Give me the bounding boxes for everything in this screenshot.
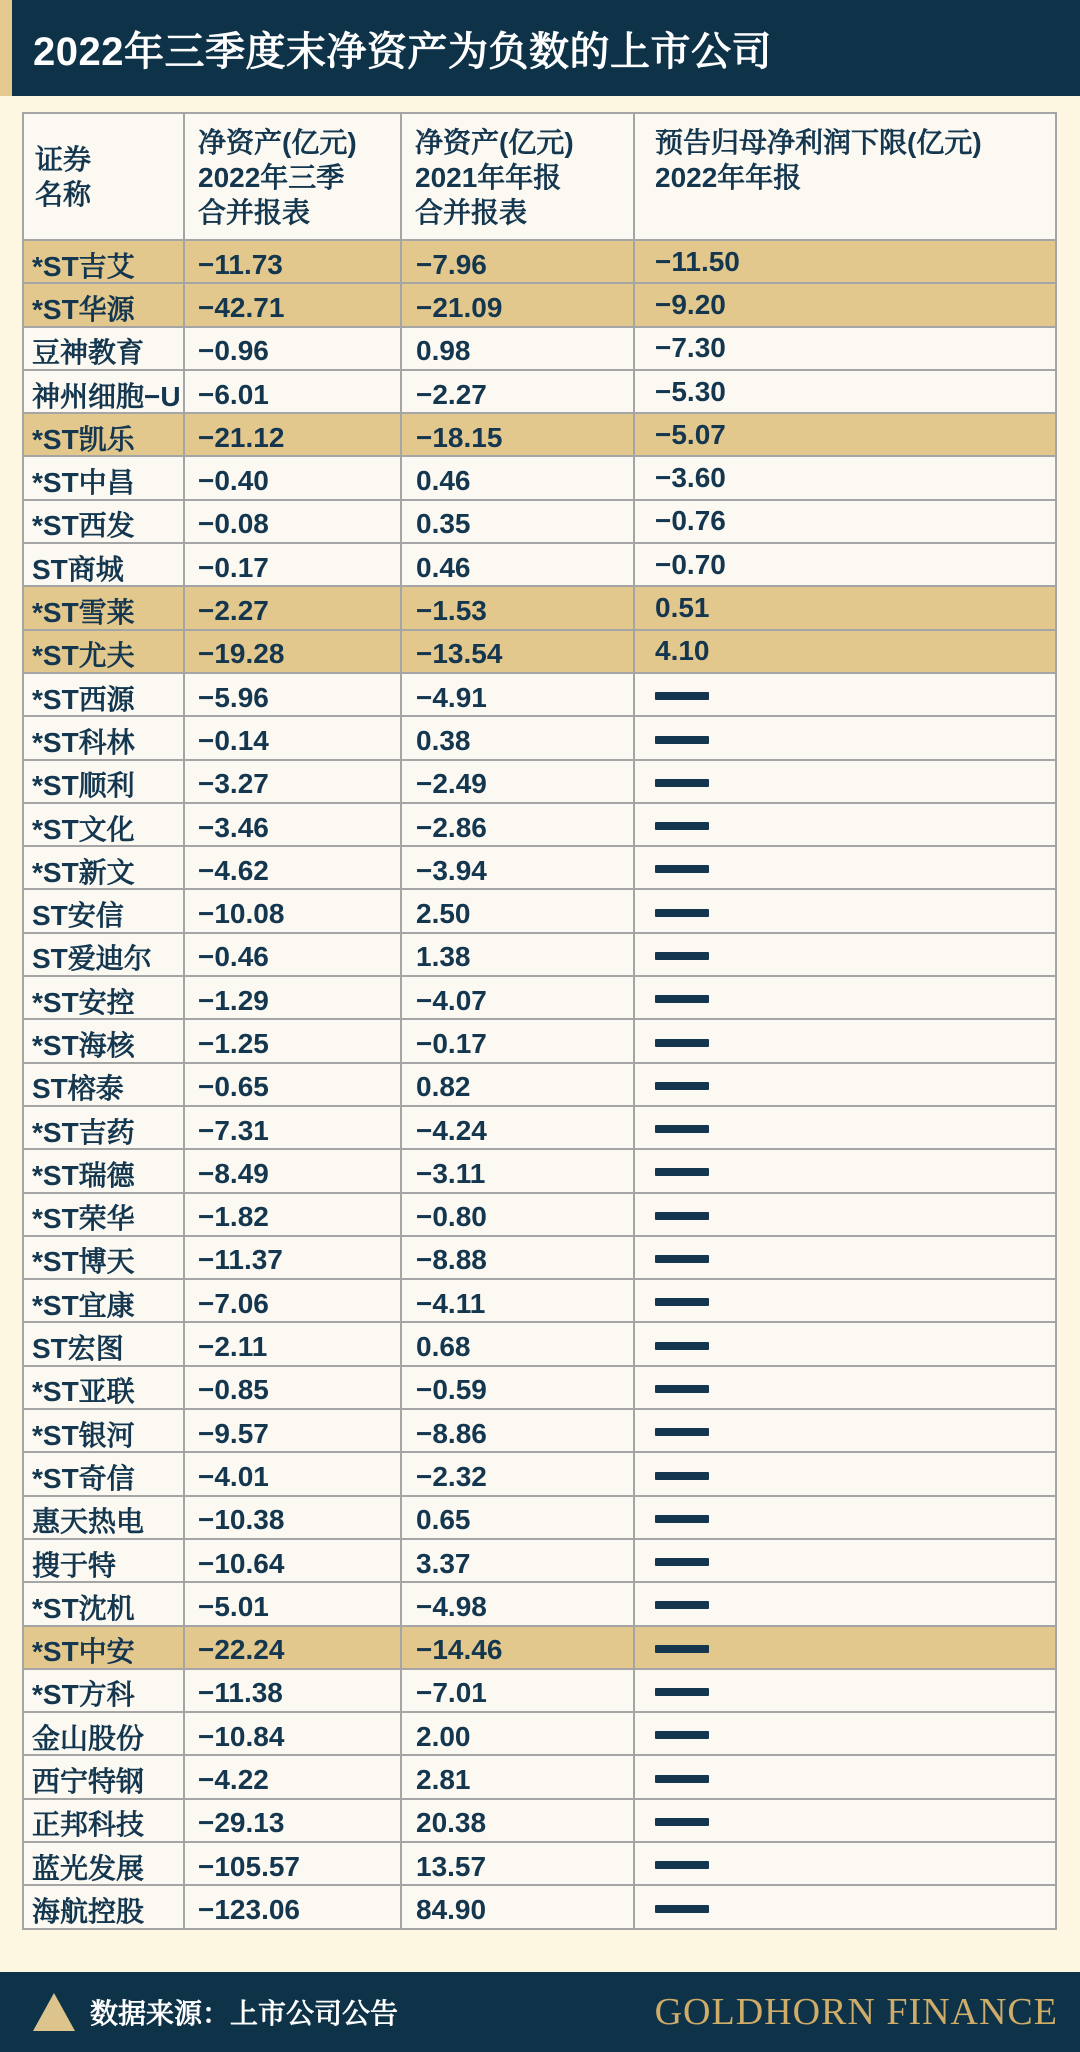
forecast-2022-value: 0.51: [655, 592, 710, 624]
net-assets-2021-value: 0.65: [416, 1504, 471, 1536]
no-data-dash: [655, 1298, 709, 1306]
table-row: [23, 630, 1056, 673]
no-data-dash: [655, 1082, 709, 1090]
net-assets-2022q3-value: −1.29: [198, 984, 269, 1016]
net-assets-2022q3-value: −9.57: [198, 1417, 269, 1449]
forecast-2022-value: [655, 1631, 709, 1662]
gold-accent-strip: [0, 0, 12, 96]
company-name: *ST荣华: [32, 1203, 135, 1235]
net-assets-2021-value: −2.27: [416, 378, 487, 410]
company-name: ST榕泰: [32, 1073, 124, 1105]
forecast-2022-value: 4.10: [655, 635, 710, 667]
no-data-dash: [655, 1472, 709, 1480]
table-row: [23, 1799, 1056, 1842]
net-assets-2022q3-value: −7.06: [198, 1287, 269, 1319]
table-row: [23, 716, 1056, 759]
no-data-dash: [655, 1125, 709, 1133]
forecast-2022-value: [655, 1848, 709, 1879]
company-name: ST爱迪尔: [32, 943, 152, 975]
net-assets-2021-value: −2.86: [416, 811, 487, 843]
net-assets-2022q3-value: −29.13: [198, 1807, 285, 1839]
column-header-security-name: 证券 名称: [23, 113, 184, 240]
company-name: *ST科林: [32, 726, 135, 758]
forecast-2022-value: [655, 765, 709, 796]
no-data-dash: [655, 1775, 709, 1783]
goldhorn-triangle-logo-icon: [33, 1993, 75, 2031]
company-name: *ST吉药: [32, 1116, 135, 1148]
company-name: 神州细胞−U: [32, 380, 181, 412]
no-data-dash: [655, 1255, 709, 1263]
net-assets-2021-value: −21.09: [416, 291, 503, 323]
no-data-dash: [655, 1428, 709, 1436]
net-assets-2022q3-value: −1.82: [198, 1201, 269, 1233]
company-name: *ST华源: [32, 293, 135, 325]
company-name: *ST雪莱: [32, 597, 135, 629]
net-assets-2021-value: 20.38: [416, 1807, 487, 1839]
company-name: *ST顺利: [32, 770, 135, 802]
net-assets-2022q3-value: −0.96: [198, 335, 269, 367]
forecast-2022-value: [655, 1761, 709, 1792]
forecast-2022-value: [655, 982, 709, 1013]
net-assets-2021-value: −0.59: [416, 1374, 487, 1406]
no-data-dash: [655, 822, 709, 830]
company-name: *ST文化: [32, 813, 135, 845]
table-row: [23, 1669, 1056, 1712]
table-body: [23, 240, 1056, 1929]
net-assets-2021-value: −18.15: [416, 421, 503, 453]
goldhorn-finance-brand: GOLDHORN FINANCE: [654, 1991, 1058, 2033]
no-data-dash: [655, 1818, 709, 1826]
net-assets-2021-value: 13.57: [416, 1850, 487, 1882]
table-row: [23, 760, 1056, 803]
net-assets-2021-value: 0.82: [416, 1071, 471, 1103]
forecast-2022-value: [655, 1674, 709, 1705]
net-assets-2022q3-value: −0.14: [198, 724, 269, 756]
no-data-dash: [655, 1039, 709, 1047]
company-name: *ST新文: [32, 856, 135, 888]
no-data-dash: [655, 909, 709, 917]
company-name: *ST中昌: [32, 467, 135, 499]
table-row: [23, 673, 1056, 716]
forecast-2022-value: −5.07: [655, 418, 726, 450]
net-assets-2022q3-value: −6.01: [198, 378, 269, 410]
company-name: ST商城: [32, 553, 124, 585]
net-assets-2022q3-value: −11.38: [198, 1677, 283, 1709]
table-row: [23, 1106, 1056, 1149]
forecast-2022-value: [655, 1415, 709, 1446]
net-assets-2022q3-value: −11.37: [198, 1244, 283, 1276]
table-row: [23, 1452, 1056, 1495]
forecast-2022-value: [655, 1328, 709, 1359]
table-row: [23, 803, 1056, 846]
table-row: [23, 586, 1056, 629]
column-header-forecast-2022: 预告归母净利润下限(亿元) 2022年年报: [634, 113, 1056, 240]
data-source-text: 数据来源：上市公司公告: [90, 1998, 399, 2029]
company-name: 蓝光发展: [32, 1852, 145, 1884]
no-data-dash: [655, 736, 709, 744]
net-assets-2021-value: −7.96: [416, 248, 487, 280]
net-assets-2021-value: −1.53: [416, 595, 487, 627]
table-row: [23, 1193, 1056, 1236]
net-assets-2021-value: 0.68: [416, 1331, 471, 1363]
no-data-dash: [655, 692, 709, 700]
net-assets-2022q3-value: −0.46: [198, 941, 269, 973]
net-assets-2021-value: −2.32: [416, 1460, 487, 1492]
net-assets-2022q3-value: −5.01: [198, 1590, 269, 1622]
table-row: [23, 543, 1056, 586]
net-assets-2021-value: −13.54: [416, 638, 503, 670]
net-assets-2022q3-value: −2.11: [198, 1331, 268, 1363]
net-assets-2021-value: −4.24: [416, 1114, 487, 1146]
net-assets-2022q3-value: −5.96: [198, 681, 269, 713]
table-row: [23, 1626, 1056, 1669]
company-name: *ST沈机: [32, 1592, 135, 1624]
net-assets-2022q3-value: −7.31: [198, 1114, 269, 1146]
company-name: *ST中安: [32, 1636, 135, 1668]
no-data-dash: [655, 1905, 709, 1913]
forecast-2022-value: [655, 1198, 709, 1229]
table-row: [23, 846, 1056, 889]
forecast-2022-value: [655, 1804, 709, 1835]
net-assets-2021-value: −3.94: [416, 854, 487, 886]
table-row: [23, 1366, 1056, 1409]
forecast-2022-value: −7.30: [655, 332, 726, 364]
company-name: *ST瑞德: [32, 1159, 135, 1191]
company-name: 豆神教育: [32, 337, 145, 369]
net-assets-2022q3-value: −22.24: [198, 1634, 285, 1666]
net-assets-2021-value: 0.46: [416, 465, 471, 497]
net-assets-2021-value: −4.07: [416, 984, 487, 1016]
company-name: *ST海核: [32, 1029, 135, 1061]
net-assets-2022q3-value: −123.06: [198, 1893, 300, 1925]
company-name: *ST宜康: [32, 1289, 135, 1321]
title-band: [12, 0, 1080, 96]
no-data-dash: [655, 952, 709, 960]
table-row: [23, 240, 1056, 283]
forecast-2022-value: [655, 679, 709, 710]
net-assets-2021-value: 2.81: [416, 1764, 471, 1796]
table-row: [23, 500, 1056, 543]
company-name: *ST尤夫: [32, 640, 135, 672]
net-assets-2022q3-value: −1.25: [198, 1027, 269, 1059]
no-data-dash: [655, 1601, 709, 1609]
table-row: [23, 1279, 1056, 1322]
no-data-dash: [655, 1645, 709, 1653]
forecast-2022-value: −0.76: [655, 505, 726, 537]
table-row: [23, 1496, 1056, 1539]
company-name: *ST方科: [32, 1679, 135, 1711]
table-row: [23, 1712, 1056, 1755]
footer-bar: [0, 1972, 1080, 2052]
no-data-dash: [655, 1558, 709, 1566]
no-data-dash: [655, 1212, 709, 1220]
forecast-2022-value: [655, 1458, 709, 1489]
forecast-2022-value: [655, 938, 709, 969]
net-assets-2021-value: −7.01: [416, 1677, 487, 1709]
table-row: [23, 976, 1056, 1019]
net-assets-2022q3-value: −2.27: [198, 595, 269, 627]
no-data-dash: [655, 1861, 709, 1869]
forecast-2022-value: [655, 1285, 709, 1316]
net-assets-2021-value: 0.35: [416, 508, 471, 540]
net-assets-2022q3-value: −0.40: [198, 465, 269, 497]
net-assets-2021-value: −0.17: [416, 1027, 487, 1059]
table-row: [23, 1322, 1056, 1365]
company-name: *ST安控: [32, 986, 135, 1018]
company-name: *ST凯乐: [32, 423, 135, 455]
net-assets-2022q3-value: −10.84: [198, 1720, 285, 1752]
net-assets-2022q3-value: −19.28: [198, 638, 285, 670]
net-assets-2021-value: 0.98: [416, 335, 471, 367]
company-name: *ST亚联: [32, 1376, 135, 1408]
table-row: [23, 1063, 1056, 1106]
table-row: [23, 456, 1056, 499]
forecast-2022-value: −9.20: [655, 288, 726, 320]
company-name: 金山股份: [32, 1722, 145, 1754]
net-assets-2021-value: 1.38: [416, 941, 471, 973]
company-name: *ST西源: [32, 683, 135, 715]
net-assets-2022q3-value: −10.08: [198, 898, 285, 930]
company-name: ST宏图: [32, 1333, 124, 1365]
net-assets-2021-value: 0.38: [416, 724, 471, 756]
table-row: [23, 933, 1056, 976]
net-assets-2021-value: −4.91: [416, 681, 487, 713]
company-name: 搜于特: [32, 1549, 117, 1581]
table-row: [23, 1019, 1056, 1062]
forecast-2022-value: [655, 809, 709, 840]
forecast-2022-value: [655, 1155, 709, 1186]
net-assets-2022q3-value: −4.01: [198, 1460, 269, 1492]
company-name: *ST西发: [32, 510, 135, 542]
forecast-2022-value: [655, 1501, 709, 1532]
net-assets-2022q3-value: −0.85: [198, 1374, 269, 1406]
forecast-2022-value: [655, 1025, 709, 1056]
no-data-dash: [655, 865, 709, 873]
company-name: 正邦科技: [32, 1809, 145, 1841]
forecast-2022-value: [655, 1068, 709, 1099]
net-assets-2021-value: −14.46: [416, 1634, 503, 1666]
forecast-2022-value: [655, 1112, 709, 1143]
net-assets-2022q3-value: −42.71: [198, 291, 285, 323]
table-row: [23, 1842, 1056, 1885]
forecast-2022-value: [655, 1718, 709, 1749]
net-assets-2021-value: −8.86: [416, 1417, 487, 1449]
forecast-2022-value: [655, 852, 709, 883]
forecast-2022-value: −5.30: [655, 375, 726, 407]
forecast-2022-value: [655, 1588, 709, 1619]
table-row: [23, 1149, 1056, 1192]
column-header-net-assets-2022q3: 净资产(亿元) 2022年三季 合并报表: [184, 113, 401, 240]
page-title: 2022年三季度末净资产为负数的上市公司: [33, 29, 772, 74]
net-assets-2022q3-value: −11.73: [198, 248, 283, 280]
net-assets-2021-value: 0.46: [416, 551, 471, 583]
forecast-2022-value: [655, 1371, 709, 1402]
table-header-row: [23, 113, 1056, 240]
table-row: [23, 889, 1056, 932]
table-row: [23, 413, 1056, 456]
no-data-dash: [655, 1385, 709, 1393]
net-assets-2022q3-value: −4.22: [198, 1764, 269, 1796]
company-name: *ST博天: [32, 1246, 135, 1278]
net-assets-2021-value: 3.37: [416, 1547, 471, 1579]
forecast-2022-value: [655, 1891, 709, 1922]
net-assets-2021-value: −2.49: [416, 768, 487, 800]
no-data-dash: [655, 779, 709, 787]
net-assets-2022q3-value: −8.49: [198, 1157, 269, 1189]
company-name: 西宁特钢: [32, 1766, 145, 1798]
net-assets-2021-value: −4.11: [416, 1287, 486, 1319]
net-assets-2022q3-value: −0.17: [198, 551, 269, 583]
net-assets-2022q3-value: −0.65: [198, 1071, 269, 1103]
net-assets-2022q3-value: −3.27: [198, 768, 269, 800]
forecast-2022-value: −3.60: [655, 462, 726, 494]
table-row: [23, 283, 1056, 326]
table-row: [23, 1236, 1056, 1279]
net-assets-2021-value: −3.11: [416, 1157, 486, 1189]
table-row: [23, 370, 1056, 413]
table-row: [23, 1755, 1056, 1798]
no-data-dash: [655, 1515, 709, 1523]
company-name: *ST奇信: [32, 1462, 135, 1494]
net-assets-2022q3-value: −3.46: [198, 811, 269, 843]
forecast-2022-value: −0.70: [655, 548, 726, 580]
table-row: [23, 327, 1056, 370]
company-name: 惠天热电: [32, 1506, 145, 1538]
net-assets-2021-value: −4.98: [416, 1590, 487, 1622]
forecast-2022-value: [655, 1545, 709, 1576]
net-assets-2022q3-value: −4.62: [198, 854, 269, 886]
net-assets-2021-value: 2.50: [416, 898, 471, 930]
table-row: [23, 1885, 1056, 1928]
company-name: ST安信: [32, 900, 124, 932]
negative-net-assets-table: [22, 112, 1057, 1930]
table-row: [23, 1539, 1056, 1582]
net-assets-2022q3-value: −105.57: [198, 1850, 300, 1882]
net-assets-2022q3-value: −0.08: [198, 508, 269, 540]
company-name: *ST银河: [32, 1419, 135, 1451]
no-data-dash: [655, 995, 709, 1003]
net-assets-2022q3-value: −10.38: [198, 1504, 285, 1536]
forecast-2022-value: −11.50: [655, 245, 740, 277]
table-row: [23, 1582, 1056, 1625]
net-assets-2021-value: −0.80: [416, 1201, 487, 1233]
forecast-2022-value: [655, 895, 709, 926]
forecast-2022-value: [655, 722, 709, 753]
no-data-dash: [655, 1342, 709, 1350]
no-data-dash: [655, 1168, 709, 1176]
net-assets-2021-value: 2.00: [416, 1720, 471, 1752]
no-data-dash: [655, 1731, 709, 1739]
column-header-net-assets-2021: 净资产(亿元) 2021年年报 合并报表: [401, 113, 634, 240]
table-row: [23, 1409, 1056, 1452]
no-data-dash: [655, 1688, 709, 1696]
net-assets-2022q3-value: −21.12: [198, 421, 285, 453]
net-assets-2022q3-value: −10.64: [198, 1547, 285, 1579]
net-assets-2021-value: −8.88: [416, 1244, 487, 1276]
company-name: 海航控股: [32, 1895, 145, 1927]
company-name: *ST吉艾: [32, 250, 135, 282]
forecast-2022-value: [655, 1241, 709, 1272]
net-assets-2021-value: 84.90: [416, 1893, 487, 1925]
